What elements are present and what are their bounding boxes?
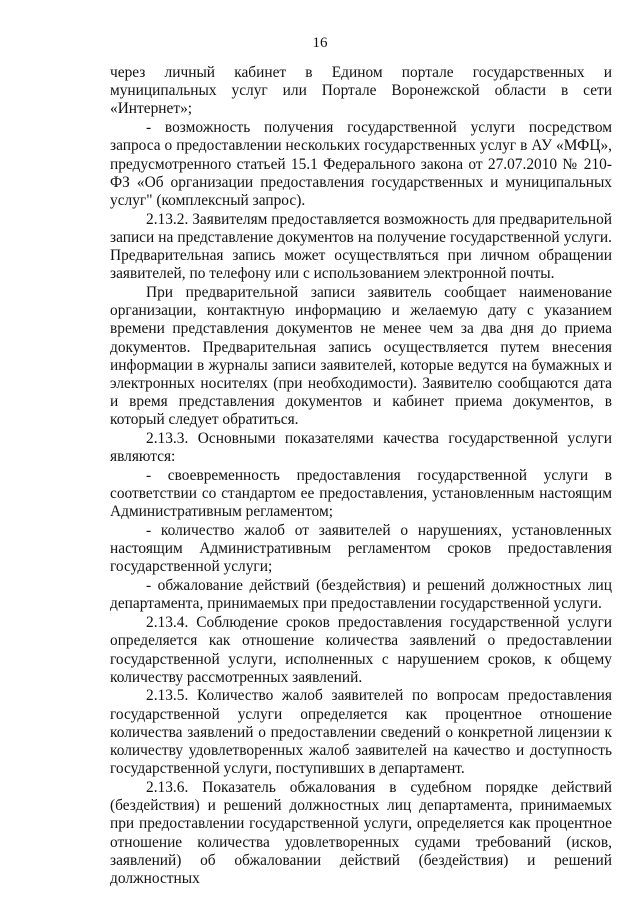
paragraph-2-13-2: 2.13.2. Заявителям предоставляется возможность для предварительной записи на представление документов на получение государственной услуги. Предварительная запись может осуществляться при личном обращении заявителей, по телефону или с использованием электронной почты. xyxy=(110,210,612,283)
list-item-complaints: - количество жалоб от заявителей о нарушениях, установленных настоящим Административным регламентом сроков предоставления государственной услуги; xyxy=(110,522,612,576)
document-body xyxy=(110,64,612,888)
paragraph-continuation: через личный кабинет в Едином портале государственных и муниципальных услуг или Портале Воронежской области в сети «Интернет»; xyxy=(110,64,612,118)
paragraph-preliminary-record: При предварительной записи заявитель сообщает наименование организации, контактную информацию и желаемую дату с указанием времени представления документов не менее чем за два дня до приема документов. Предварительная запись осуществляется путем внесения информации в журналы записи заявителей, которые ведутся на бумажных и электронных носителях (при необходимости). Заявителю сообщаются дата и время представления документов и кабинет приема документов, в который следует обратиться. xyxy=(110,283,612,429)
paragraph-2-13-4: 2.13.4. Соблюдение сроков предоставления государственной услуги определяется как отношение количества заявлений о предоставлении государственной услуги, исполненных с нарушением сроков, к общему количеству рассмотренных заявлений. xyxy=(110,614,612,686)
page-number: 16 xyxy=(312,35,328,51)
paragraph-complex-request: - возможность получения государственной услуги посредством запроса о предоставлении нескольких государственных услуг в АУ «МФЦ», предусмотренного статьей 15.1 Федерального закона от 27.07.2010 № 210-ФЗ «Об организации предоставления государственных и муниципальных услуг" (комплексный запрос). xyxy=(110,119,612,209)
paragraph-2-13-3: 2.13.3. Основными показателями качества государственной услуги являются: xyxy=(110,430,612,466)
list-item-appeals: - обжалование действий (бездействия) и решений должностных лиц департамента, принимаемых при предоставлении государственной услуги. xyxy=(110,577,612,613)
paragraph-2-13-5: 2.13.5. Количество жалоб заявителей по вопросам предоставления государственной услуги определяется как процентное отношение количества заявлений о предоставлении сведений о конкретной лицензии к количеству удовлетворенных жалоб заявителей на качество и доступность государственной услуги, поступивших в департамент. xyxy=(110,687,612,778)
list-item-timeliness: - своевременность предоставления государственной услуги в соответствии со стандартом ее предоставления, установленным настоящим Административным регламентом; xyxy=(110,466,612,521)
paragraph-2-13-6: 2.13.6. Показатель обжалования в судебном порядке действий (бездействия) и решений должностных лиц департамента, принимаемых при предоставлении государственной услуги, определяется как процентное отношение количества удовлетворенных судами требований (исков, заявлений) об обжаловании действий (бездействия) и решений должностных xyxy=(110,778,612,887)
